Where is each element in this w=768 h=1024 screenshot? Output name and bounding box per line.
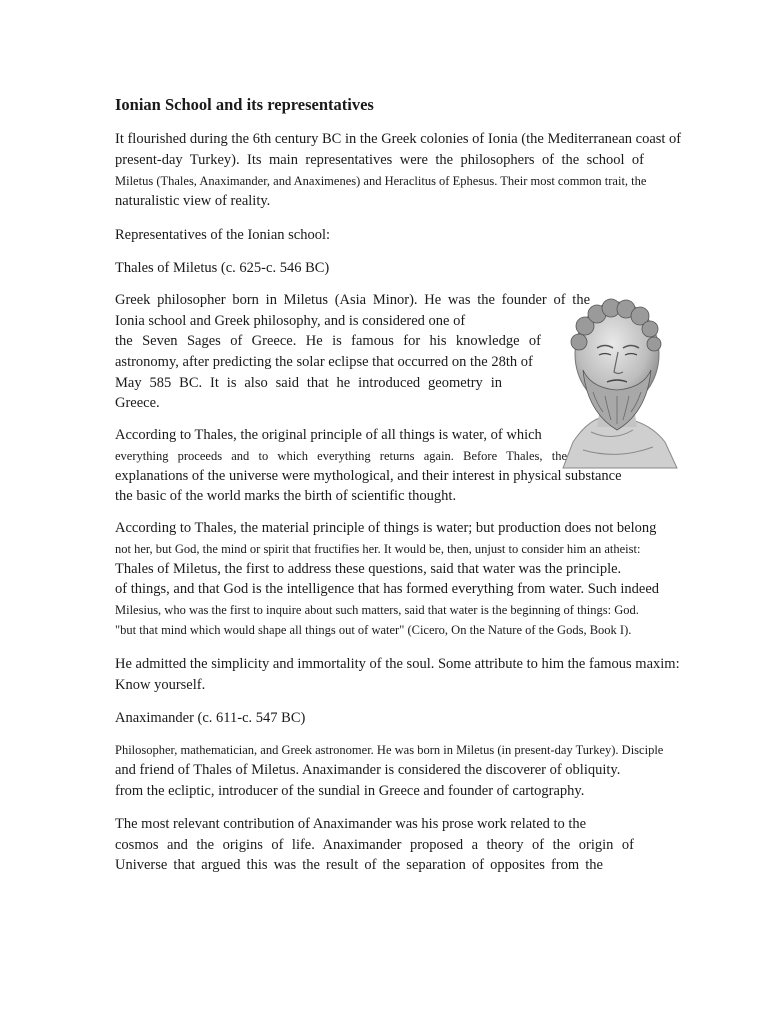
thales-god-line-4: of things, and that God is the intelligence that has formed everything from water. Such indeed <box>115 581 660 597</box>
page-title: Ionian School and its representatives <box>115 95 374 114</box>
thales-god-line-2: not her, but God, the mind or spirit that fructifies her. It would be, then, unjust to consider him an atheist: <box>115 542 641 556</box>
anax-contrib-line-1: The most relevant contribution of Anaximander was his prose work related to the <box>115 816 587 832</box>
thales-principle-line-4: the basic of the world marks the birth of scientific thought. <box>115 488 457 504</box>
thales-bio-line-6: Greece. <box>115 395 160 411</box>
anaximander-heading: Anaximander (c. 611-c. 547 BC) <box>115 710 306 726</box>
intro-line-1: It flourished during the 6th century BC in the Greek colonies of Ionia (the Mediterranean coast of <box>115 131 682 147</box>
anax-bio-line-2: and friend of Thales of Miletus. Anaximander is considered the discoverer of obliquity. <box>115 762 621 778</box>
thales-bio-line-2: Ionia school and Greek philosophy, and is considered one of <box>115 313 466 329</box>
anax-bio-line-3: from the ecliptic, introducer of the sundial in Greece and founder of cartography. <box>115 783 585 799</box>
thales-god-line-1: According to Thales, the material principle of things is water; but production does not belong <box>115 520 657 536</box>
intro-line-3: Miletus (Thales, Anaximander, and Anaximenes) and Heraclitus of Ephesus. Their most common trait, the <box>115 174 647 188</box>
anax-contrib-line-3: Universe that argued this was the result of the separation of opposites from the <box>115 857 603 873</box>
soul-line-2: Know yourself. <box>115 677 206 693</box>
thales-heading: Thales of Miletus (c. 625-c. 546 BC) <box>115 260 330 276</box>
intro-line-2: present-day Turkey). Its main representatives were the philosophers of the school of <box>115 152 644 168</box>
thales-bio-line-4: astronomy, after predicting the solar eclipse that occurred on the 28th of <box>115 354 533 370</box>
thales-principle-line-3: explanations of the universe were mythological, and their interest in physical substance <box>115 468 622 484</box>
representatives-heading: Representatives of the Ionian school: <box>115 227 331 243</box>
anax-contrib-line-2: cosmos and the origins of life. Anaximander proposed a theory of the origin of <box>115 837 634 853</box>
thales-bio-line-1: Greek philosopher born in Miletus (Asia Minor). He was the founder of the <box>115 292 590 308</box>
thales-principle-line-2: everything proceeds and to which everything returns again. Before Thales, the <box>115 449 567 463</box>
thales-bio-line-3: the Seven Sages of Greece. He is famous for his knowledge of <box>115 333 541 349</box>
thales-god-line-6: "but that mind which would shape all things out of water" (Cicero, On the Nature of the Gods, Book I). <box>115 623 632 637</box>
thales-principle-line-1: According to Thales, the original principle of all things is water, of which <box>115 427 542 443</box>
anax-bio-line-1: Philosopher, mathematician, and Greek astronomer. He was born in Miletus (in present-day Turkey). Disciple <box>115 743 664 757</box>
intro-line-4: naturalistic view of reality. <box>115 193 271 209</box>
thales-god-line-5: Milesius, who was the first to inquire about such matters, said that water is the beginning of things: God. <box>115 603 639 617</box>
thales-bio-line-5: May 585 BC. It is also said that he introduced geometry in <box>115 375 502 391</box>
soul-line-1: He admitted the simplicity and immortality of the soul. Some attribute to him the famous maxim: <box>115 656 680 672</box>
thales-god-line-3: Thales of Miletus, the first to address these questions, said that water was the principle. <box>115 561 622 577</box>
